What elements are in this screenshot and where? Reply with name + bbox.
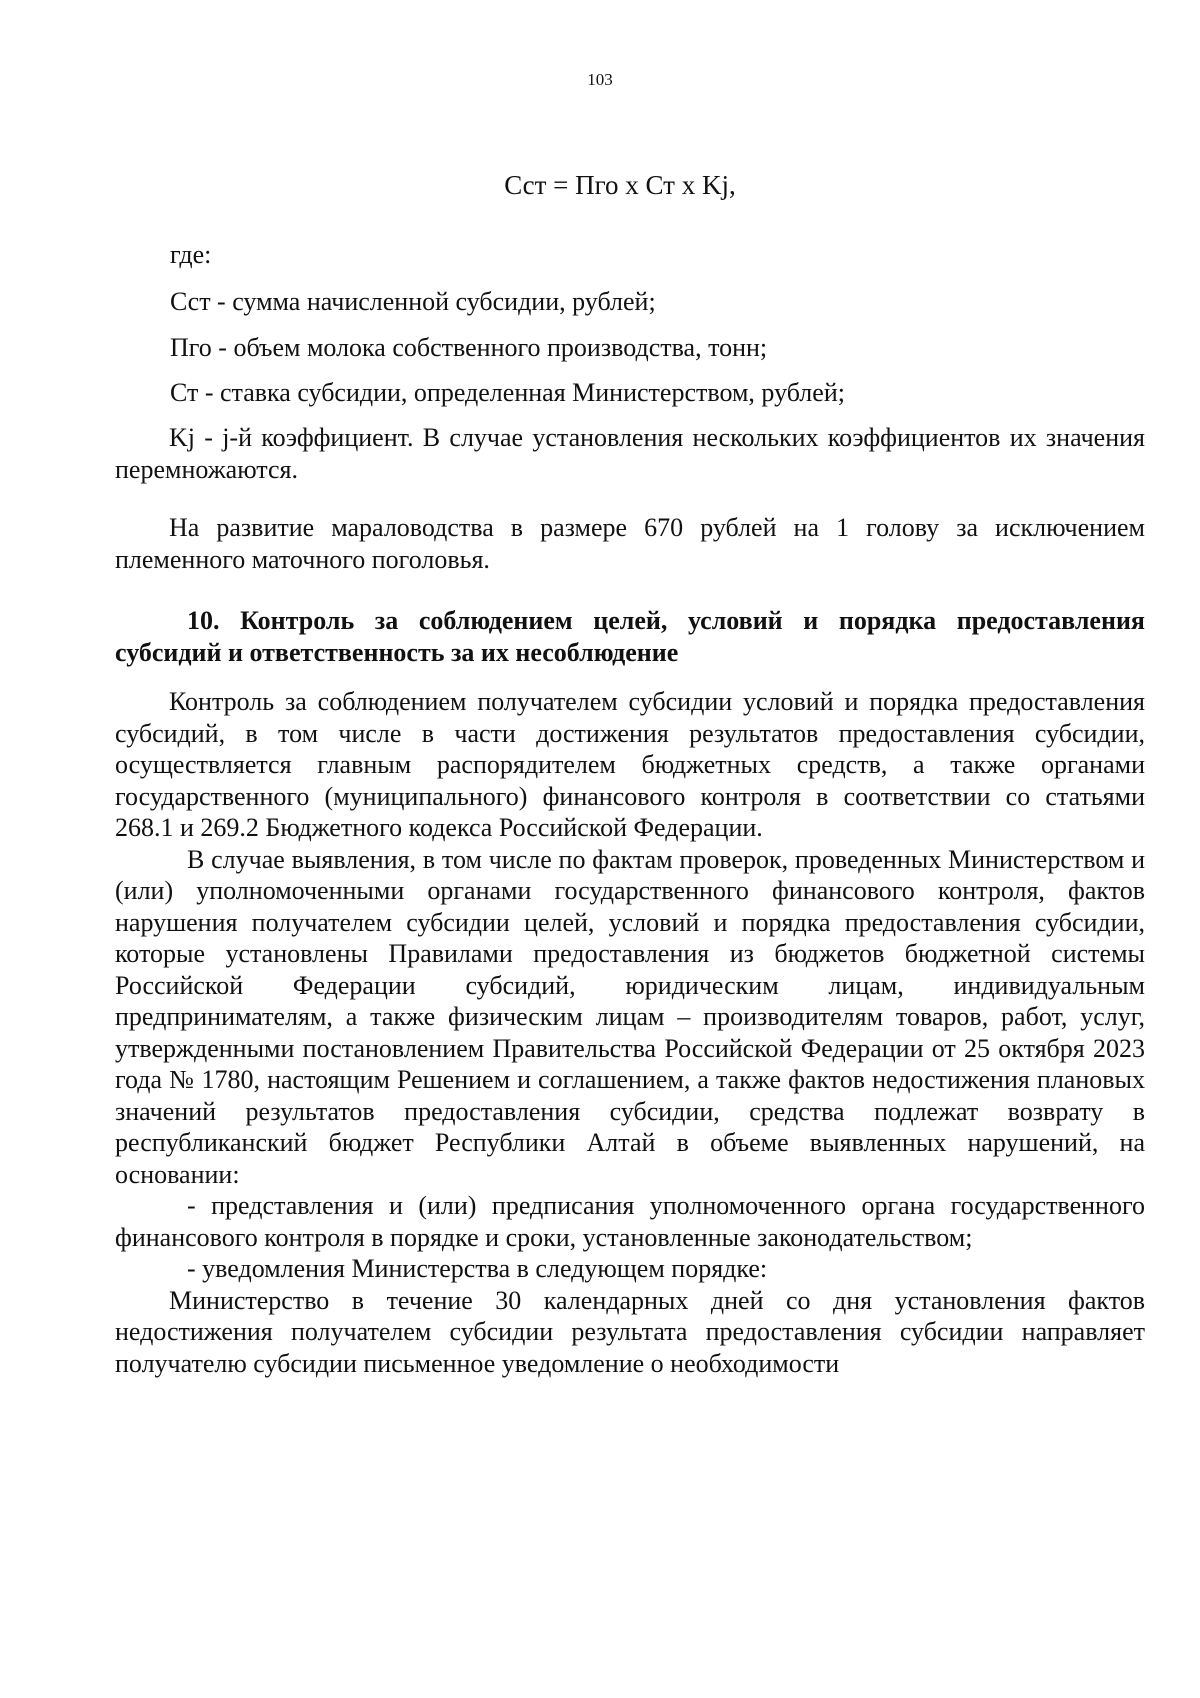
section-heading-block	[115, 605, 1145, 668]
control-paragraph: Контроль за соблюдением получателем субсидии условий и порядка предоставления субсидий, в том числе в части достижения результатов предоставления субсидии, осуществляется главным распорядителем бюджетных средств, а также органами государственного (муниципального) финансового контроля в соответствии со статьями 268.1 и 269.2 Бюджетного кодекса Российской Федерации.	[115, 687, 1145, 842]
maral-paragraph: На развитие мараловодства в размере 670 рублей на 1 голову за исключением племенного маточного поголовья.	[115, 513, 1145, 574]
violation-paragraph: В случае выявления, в том числе по фактам проверок, проведенных Министерством и (или) уполномоченными органами государственного финансового контроля, фактов нарушения получателем субсидии целей, условий и порядка предоставления субсидии, которые установлены Правилами предоставления из бюджетов бюджетной системы Российской Федерации субсидий, юридическим лицам, индивидуальным предпринимателям, а также физическим лицам – производителям товаров, работ, услуг, утвержденными постановлением Правительства Российской Федерации от 25 октября 2023 года № 1780, настоящим Решением и соглашением, а также фактов недостижения плановых значений результатов предоставления субсидии, средства подлежат возврату в республиканский бюджет Республики Алтай в объеме выявленных нарушений, на основании:	[115, 844, 1145, 1189]
where-label: где:	[170, 240, 212, 269]
definition-sst: Сст - сумма начисленной субсидии, рублей;	[170, 287, 656, 316]
formula: Сст = Пго х Ст х Kj,	[504, 170, 736, 200]
notification-item: - уведомления Министерства в следующем порядке:	[187, 1254, 768, 1283]
ministry-paragraph: Министерство в течение 30 календарных дней со дня установления фактов недостижения получателем субсидии результата предоставления субсидии направляет получателю субсидии письменное уведомление о необходимости	[115, 1285, 1145, 1378]
section-body	[115, 686, 1145, 1379]
page-number: 103	[587, 70, 613, 89]
definition-pgo: Пго - объем молока собственного производства, тонн;	[170, 333, 768, 362]
definition-st: Ст - ставка субсидии, определенная Министерством, рублей;	[170, 378, 845, 407]
section-heading: 10. Контроль за соблюдением целей, условий и порядка предоставления субсидий и ответственность за их несоблюдение	[115, 606, 1145, 667]
kj-paragraph: Kj - j-й коэффициент. В случае установления нескольких коэффициентов их значения перемножаются.	[115, 423, 1145, 484]
kj-paragraph-block	[115, 422, 1145, 485]
representation-item: - представления и (или) предписания уполномоченного органа государственного финансового контроля в порядке и сроки, установленные законодательством;	[115, 1191, 1145, 1252]
maral-paragraph-block	[115, 512, 1145, 575]
